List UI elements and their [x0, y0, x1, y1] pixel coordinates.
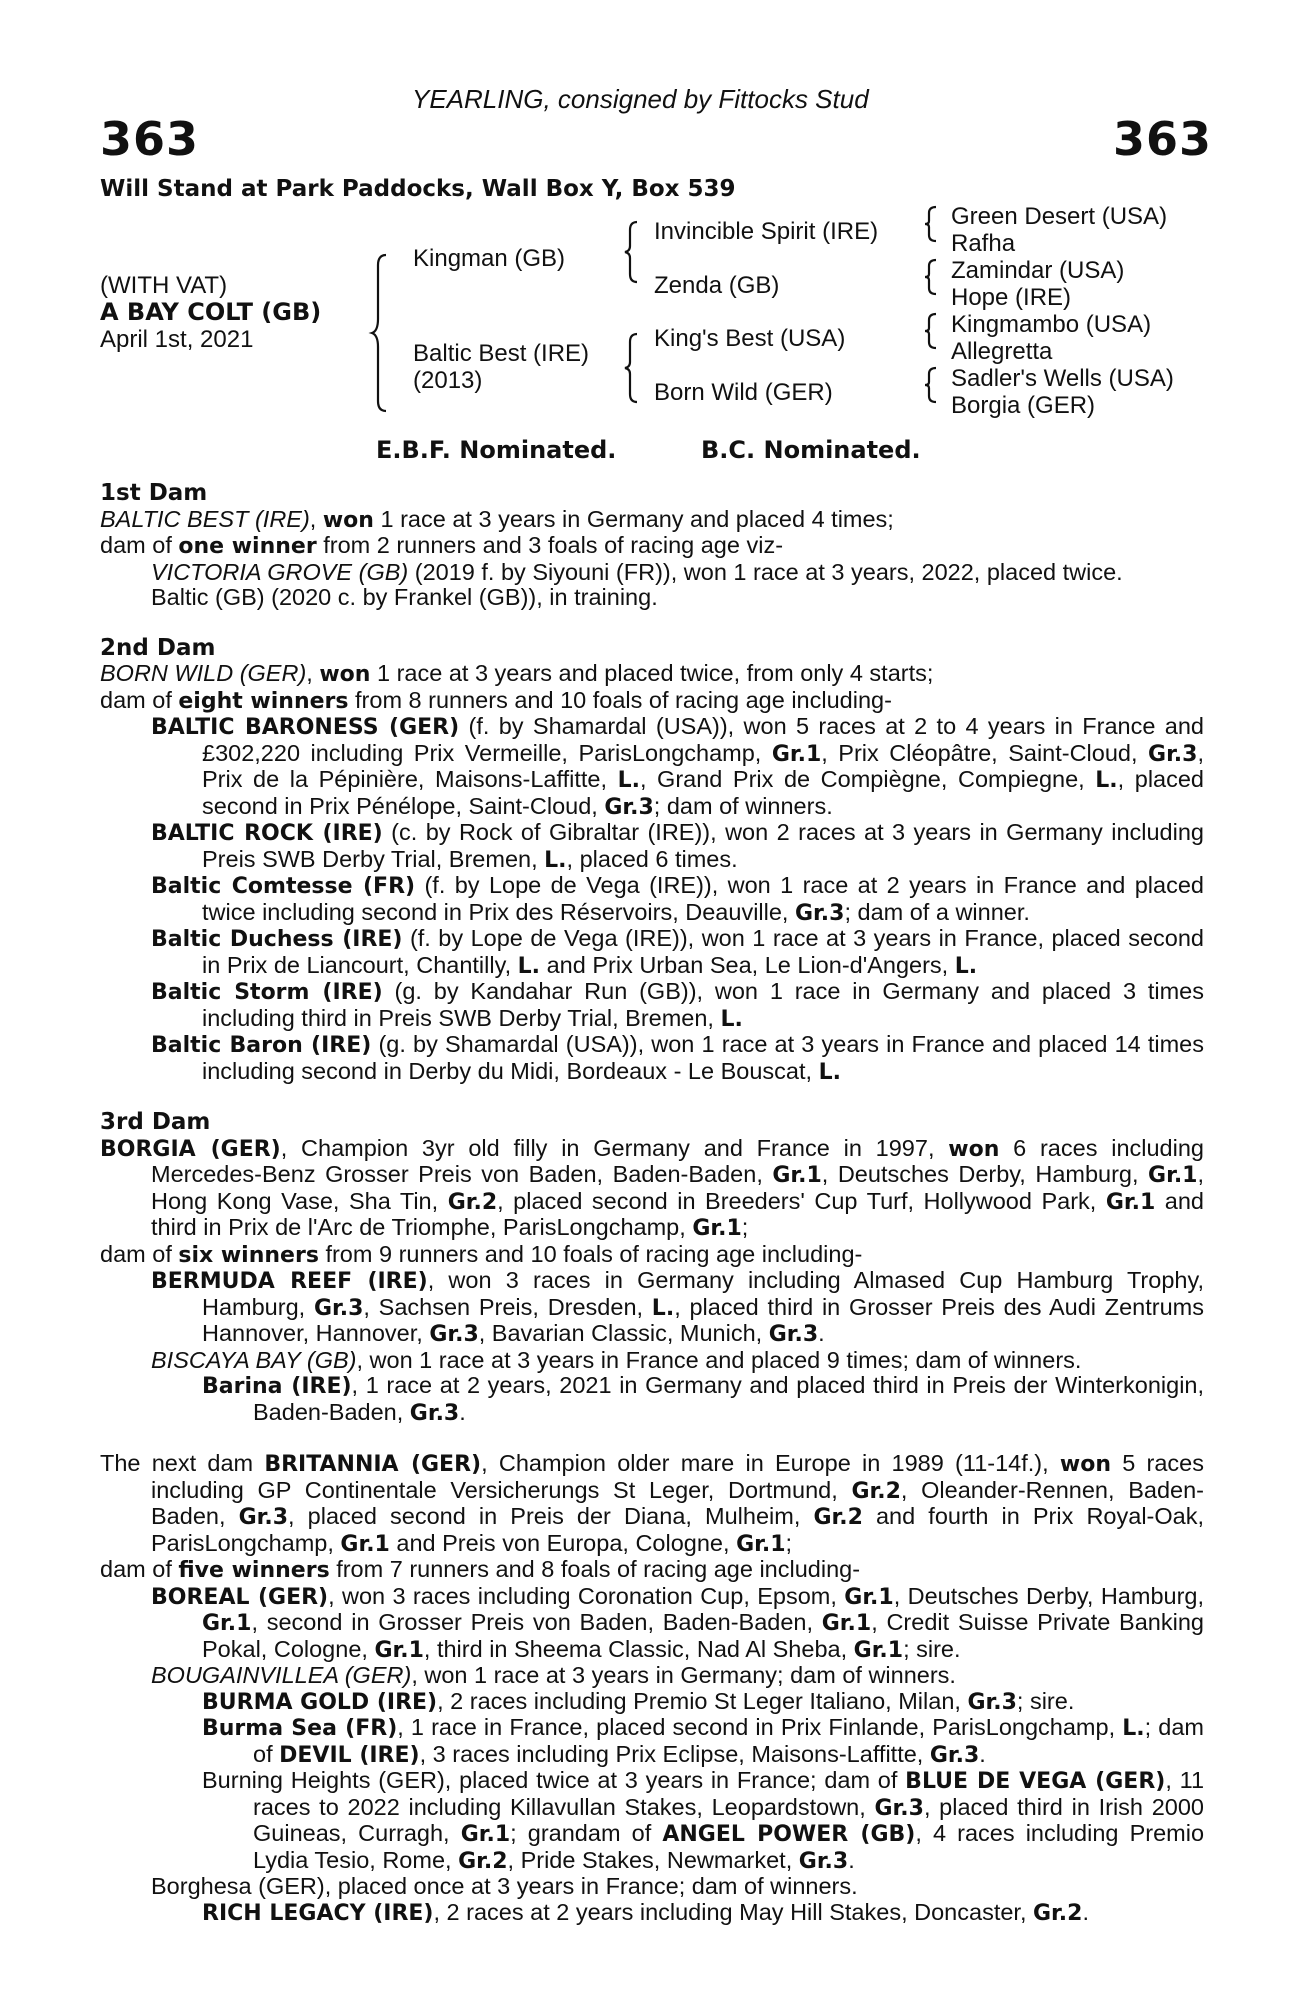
produce-name: Baltic Duchess (IRE) — [151, 927, 403, 952]
next-dam-produce-line — [100, 1557, 1204, 1584]
text: from 9 runners and 10 foals of racing age including- — [318, 1240, 863, 1267]
pedigree-brace-sire — [625, 220, 641, 284]
text: and Preis von Europa, Cologne, — [389, 1529, 737, 1556]
pedigree-sire-sire: Invincible Spirit (IRE) — [654, 218, 879, 245]
text: , won 1 race at 3 years in Germany; dam of winners. — [411, 1662, 956, 1688]
pedigree-dam-dam: Born Wild (GER) — [654, 379, 833, 406]
text: dam of — [100, 1556, 179, 1582]
text: , Sachsen Preis, Dresden, — [363, 1293, 652, 1320]
first-dam-heading: 1st Dam — [100, 480, 208, 506]
second-dam-produce-line — [100, 688, 1204, 715]
first-dam-summary: BALTIC BEST (IRE), won 1 race at 3 years in Germany and placed 4 times; — [100, 505, 894, 533]
produce-record — [100, 481, 1204, 1926]
lot-number-left: 363 — [100, 112, 200, 166]
text: ; sire. — [1016, 1687, 1075, 1714]
second-dam-summary: BORN WILD (GER), won 1 race at 3 years and placed twice, from only 4 starts; — [100, 660, 934, 687]
text: , Champion older mare in Europe in 1989 (11-14f.), — [481, 1450, 1060, 1476]
produce-entry — [100, 1689, 1204, 1716]
text: (f. by Shamardal (USA)), won 5 races at 2 to 4 years in France and £302,220 including Prix Vermeille, ParisLongchamp, — [202, 713, 1204, 766]
text: (g. by Kandahar Run (GB)), won 1 race in Germany and placed 3 times including third in Preis SWB Derby Trial, Bremen, — [202, 978, 1204, 1031]
third-dam-produce-line — [100, 1242, 1204, 1269]
produce-entry — [100, 1584, 1204, 1664]
grade: Gr.1 — [853, 1637, 904, 1663]
text: (c. by Rock of Gibraltar (IRE)), won 2 races at 3 years in Germany including Preis SWB Derby Trial, Bremen, — [202, 819, 1204, 872]
text: and Prix Urban Sea, Le Lion-d'Angers, — [540, 951, 955, 978]
text: ; dam of winners. — [653, 792, 833, 819]
text: dam of — [100, 532, 179, 558]
won-label: won — [948, 1136, 1000, 1162]
first-dam-name: BALTIC BEST (IRE) — [100, 505, 310, 532]
first-dam-produce-line — [100, 533, 1204, 560]
grade: Gr.3 — [429, 1322, 479, 1347]
produce-entry — [100, 1663, 1204, 1689]
produce-name: BERMUDA REEF (IRE) — [151, 1269, 428, 1294]
text: , won 3 races including Coronation Cup, Epsom, — [328, 1582, 845, 1609]
grade: Gr.2 — [1033, 1900, 1083, 1926]
text: (2019 f. by Siyouni (FR)), won 1 race at 3 years, 2022, placed twice. — [408, 558, 1123, 585]
text: . — [1082, 1898, 1089, 1925]
pedigree-dam-year: (2013) — [413, 367, 483, 394]
third-dam-name: BORGIA (GER) — [100, 1136, 281, 1162]
produce-entry — [100, 1348, 1204, 1374]
produce-entry — [100, 1373, 1204, 1426]
grade: L. — [818, 1059, 841, 1085]
consignor-line: YEARLING, consigned by Fittocks Stud — [412, 84, 869, 114]
text: 5 races including GP Continentale Versicherungs St Leger, Dortmund, — [151, 1450, 1204, 1503]
text: 1 race at 3 years and placed twice, from only 4 starts; — [370, 660, 934, 686]
produce-name: VICTORIA GROVE (GB) — [151, 558, 409, 585]
produce-entry — [100, 1032, 1204, 1085]
text: and fourth in Prix Royal-Oak, ParisLongchamp, — [151, 1503, 1204, 1556]
grade: Gr.2 — [458, 1848, 508, 1874]
pedigree-g2: Rafha — [951, 230, 1016, 257]
text: (g. by Shamardal (USA)), won 1 race at 3 years in France and placed 14 times including second in Derby du Midi, Bordeaux - Le Bouscat, — [202, 1031, 1204, 1084]
pedigree-g6: Allegretta — [951, 338, 1053, 365]
produce-entry — [100, 1900, 1204, 1927]
produce-entry — [100, 1768, 1204, 1874]
grade: Gr.1 — [460, 1822, 511, 1847]
lot-number-right: 363 — [1113, 112, 1213, 166]
produce-name: ANGEL POWER (GB) — [662, 1822, 916, 1847]
won-label: won — [322, 507, 374, 533]
pedigree-dam-sire: King's Best (USA) — [654, 325, 846, 352]
pedigree-brace-main — [372, 253, 392, 413]
produce-name: Baltic Comtesse (FR) — [151, 874, 416, 899]
text: (f. by Lope de Vega (IRE)), won 1 race at 3 years in France, placed second in Prix de Liancourt, Chantilly, — [202, 925, 1204, 978]
text: dam of — [100, 686, 179, 713]
grade: Gr.3 — [929, 1742, 980, 1768]
produce-name: BOREAL (GER) — [151, 1584, 329, 1610]
text: ; dam of — [253, 1714, 1204, 1767]
winners-count: one winner — [178, 534, 317, 559]
text: , Pride Stakes, Newmarket, — [507, 1846, 799, 1873]
text: , Grand Prix de Compiègne, Compiegne, — [639, 766, 1096, 792]
text: and third in Prix de l'Arc de Triomphe, ParisLongchamp, — [151, 1187, 1204, 1240]
pedigree-brace-dam — [625, 332, 641, 404]
produce-name: BALTIC ROCK (IRE) — [151, 821, 383, 846]
produce-entry — [100, 560, 1204, 586]
produce-name: Burma Sea (FR) — [202, 1716, 398, 1741]
text: , placed 6 times. — [566, 845, 738, 872]
grade: Gr.1 — [844, 1584, 894, 1610]
text: , third in Sheema Classic, Nad Al Sheba, — [423, 1635, 854, 1662]
produce-entry: Borghesa (GER), placed once at 3 years in France; dam of winners. — [151, 1873, 858, 1899]
text: , placed second in Prix Pénélope, Saint-Cloud, — [202, 766, 1205, 819]
text: from 7 runners and 8 foals of racing age including- — [329, 1556, 861, 1582]
produce-name: BLUE DE VEGA (GER) — [905, 1769, 1166, 1794]
grade: L. — [517, 953, 541, 979]
grade: Gr.2 — [447, 1189, 498, 1215]
text: , Prix de la Pépinière, Maisons-Laffitte, — [202, 739, 1204, 792]
text: , second in Grosser Preis von Baden, Baden-Baden, — [251, 1609, 822, 1635]
grade: Gr.3 — [795, 900, 845, 926]
text: . — [459, 1398, 466, 1425]
ebf-nomination: E.B.F. Nominated. — [376, 436, 617, 464]
text: 6 races including Mercedes-Benz Grosser Preis von Baden, Baden-Baden, — [151, 1134, 1204, 1187]
pedigree-dam: Baltic Best (IRE) — [413, 340, 590, 367]
produce-entry — [100, 820, 1204, 873]
grade: Gr.2 — [851, 1478, 901, 1504]
text: , 1 race at 2 years, 2021 in Germany and placed third in Preis der Winterkonigin, Baden-Baden, — [253, 1372, 1205, 1425]
produce-name: BALTIC BARONESS (GER) — [151, 715, 460, 740]
text: , Deutsches Derby, Hamburg, — [821, 1161, 1149, 1187]
text: , placed second in Breeders' Cup Turf, Hollywood Park, — [497, 1187, 1106, 1214]
text: , 3 races including Prix Eclipse, Maisons-Laffitte, — [419, 1740, 930, 1767]
produce-entry — [100, 1715, 1204, 1768]
won-label: won — [1059, 1452, 1111, 1477]
text: , 4 races including Premio Lydia Tesio, Rome, — [253, 1820, 1205, 1873]
text: , Hong Kong Vase, Sha Tin, — [151, 1161, 1205, 1214]
pedigree-brace-g4 — [925, 366, 939, 404]
grade: L. — [1122, 1716, 1145, 1741]
text: 1 race at 3 years in Germany and placed 4 times; — [373, 505, 894, 532]
text: , 2 races at 2 years including May Hill Stakes, Doncaster, — [433, 1898, 1033, 1925]
text: , placed second in Preis der Diana, Mulheim, — [288, 1503, 814, 1529]
pedigree-brace-g3 — [925, 312, 939, 350]
text: dam of — [100, 1240, 179, 1267]
grade: Gr.1 — [771, 741, 822, 767]
produce-entry: Baltic (GB) (2020 c. by Frankel (GB)), in training. — [151, 584, 658, 610]
horse-name: A BAY COLT (GB) — [100, 298, 322, 326]
text: . — [818, 1320, 825, 1346]
text: , Prix Cléopâtre, Saint-Cloud, — [821, 739, 1149, 766]
text: , Bavarian Classic, Munich, — [478, 1320, 769, 1346]
grade: Gr.3 — [768, 1322, 819, 1347]
grade: L. — [544, 847, 567, 873]
text: ; sire. — [903, 1635, 961, 1662]
text: , 2 races including Premio St Leger Italiano, Milan, — [437, 1687, 968, 1714]
pedigree-sire-dam: Zenda (GB) — [654, 272, 780, 299]
text: , placed third in Grosser Preis des Audi Zentrums Hannover, Hannover, — [202, 1293, 1204, 1346]
text: , won 3 races in Germany including Almased Cup Hamburg Trophy, Hamburg, — [202, 1267, 1204, 1320]
produce-entry — [100, 1268, 1204, 1348]
grade: Gr.1 — [1105, 1189, 1156, 1215]
grade: Gr.3 — [798, 1848, 849, 1874]
text: ; dam of a winner. — [844, 898, 1030, 925]
pedigree-brace-g2 — [925, 258, 939, 296]
won-label: won — [319, 662, 371, 687]
winners-count: five winners — [178, 1558, 330, 1583]
text: from 8 runners and 10 foals of racing age including- — [348, 686, 892, 713]
text: . — [979, 1740, 986, 1767]
third-dam-heading: 3rd Dam — [100, 1109, 211, 1135]
pedigree-g8: Borgia (GER) — [951, 392, 1096, 419]
text: from 2 runners and 3 foals of racing age viz- — [316, 532, 784, 558]
pedigree-sire: Kingman (GB) — [413, 245, 566, 272]
grade: Gr.1 — [736, 1531, 786, 1557]
produce-name: BISCAYA BAY (GB) — [151, 1346, 357, 1373]
second-dam-heading: 2nd Dam — [100, 634, 216, 661]
grade: Gr.1 — [1148, 1163, 1198, 1188]
text: , 1 race in France, placed second in Prix Finlande, ParisLongchamp, — [397, 1714, 1123, 1740]
produce-name: BURMA GOLD (IRE) — [202, 1689, 438, 1715]
produce-name: BOUGAINVILLEA (GER) — [151, 1662, 412, 1688]
pedigree-brace-g1 — [925, 205, 939, 243]
produce-entry — [100, 873, 1204, 926]
winners-count: eight winners — [178, 688, 349, 714]
bc-nomination: B.C. Nominated. — [701, 436, 921, 464]
vat-note: (WITH VAT) — [100, 272, 228, 299]
second-dam-name: BORN WILD (GER) — [100, 660, 307, 686]
foaling-date: April 1st, 2021 — [100, 326, 254, 353]
grade: L. — [1095, 768, 1118, 793]
produce-entry — [100, 714, 1204, 820]
grade: Gr.3 — [238, 1505, 289, 1530]
grade: Gr.3 — [1148, 741, 1198, 767]
grade: Gr.2 — [813, 1505, 863, 1530]
pedigree-g3: Zamindar (USA) — [951, 257, 1125, 284]
text: , 11 races to 2022 including Killavullan Stakes, Leopardstown, — [253, 1767, 1205, 1820]
text: , Oleander-Rennen, Baden-Baden, — [151, 1476, 1205, 1529]
grade: Gr.1 — [340, 1531, 390, 1557]
grade: Gr.1 — [202, 1611, 252, 1636]
pedigree-g4: Hope (IRE) — [951, 284, 1072, 311]
pedigree-g5: Kingmambo (USA) — [951, 311, 1152, 338]
grade: L. — [651, 1295, 675, 1321]
grade: Gr.3 — [409, 1400, 460, 1426]
produce-entry — [100, 979, 1204, 1032]
pedigree-g1: Green Desert (USA) — [951, 203, 1168, 230]
text: Burning Heights (GER), placed twice at 3 years in France; dam of — [202, 1767, 906, 1793]
text: ; — [785, 1529, 793, 1556]
produce-name: RICH LEGACY (IRE) — [202, 1900, 434, 1926]
grade: Gr.3 — [313, 1295, 364, 1321]
produce-name: Baltic Baron (IRE) — [151, 1033, 372, 1058]
text: , placed third in Irish 2000 Guineas, Curragh, — [253, 1793, 1204, 1846]
pedigree-g7: Sadler's Wells (USA) — [951, 365, 1174, 392]
text: (f. by Lope de Vega (IRE)), won 1 race at 2 years in France and placed twice including second in Prix des Réservoirs, Deauville, — [202, 872, 1204, 925]
next-dam-summary — [100, 1451, 1204, 1557]
text: . — [848, 1846, 855, 1873]
grade: L. — [954, 953, 978, 979]
grade: Gr.3 — [967, 1689, 1017, 1715]
grade: Gr.1 — [692, 1216, 742, 1241]
grade: Gr.1 — [772, 1163, 822, 1188]
text: ; grandam of — [510, 1820, 663, 1846]
next-dam-name: BRITANNIA (GER) — [264, 1452, 482, 1477]
text: , Deutsches Derby, Hamburg, — [893, 1582, 1205, 1609]
grade: Gr.1 — [821, 1611, 872, 1636]
text: ; — [741, 1214, 749, 1240]
grade: Gr.1 — [374, 1637, 424, 1663]
produce-name: Barina (IRE) — [202, 1374, 352, 1399]
grade: Gr.3 — [874, 1795, 924, 1821]
grade: L. — [720, 1006, 743, 1032]
grade: L. — [617, 768, 640, 793]
produce-name: Baltic Storm (IRE) — [151, 980, 383, 1005]
winners-count: six winners — [178, 1242, 319, 1268]
text: The next dam — [100, 1450, 265, 1476]
stand-location: Will Stand at Park Paddocks, Wall Box Y, Box 539 — [100, 176, 736, 202]
text: , Champion 3yr old filly in Germany and France in 1997, — [280, 1134, 949, 1161]
third-dam-summary — [100, 1136, 1204, 1242]
text: , Credit Suisse Private Banking Pokal, Cologne, — [202, 1609, 1204, 1662]
grade: Gr.3 — [604, 794, 654, 820]
text: , won 1 race at 3 years in France and placed 9 times; dam of winners. — [356, 1346, 1082, 1373]
produce-entry — [100, 926, 1204, 979]
produce-name: DEVIL (IRE) — [279, 1742, 420, 1768]
